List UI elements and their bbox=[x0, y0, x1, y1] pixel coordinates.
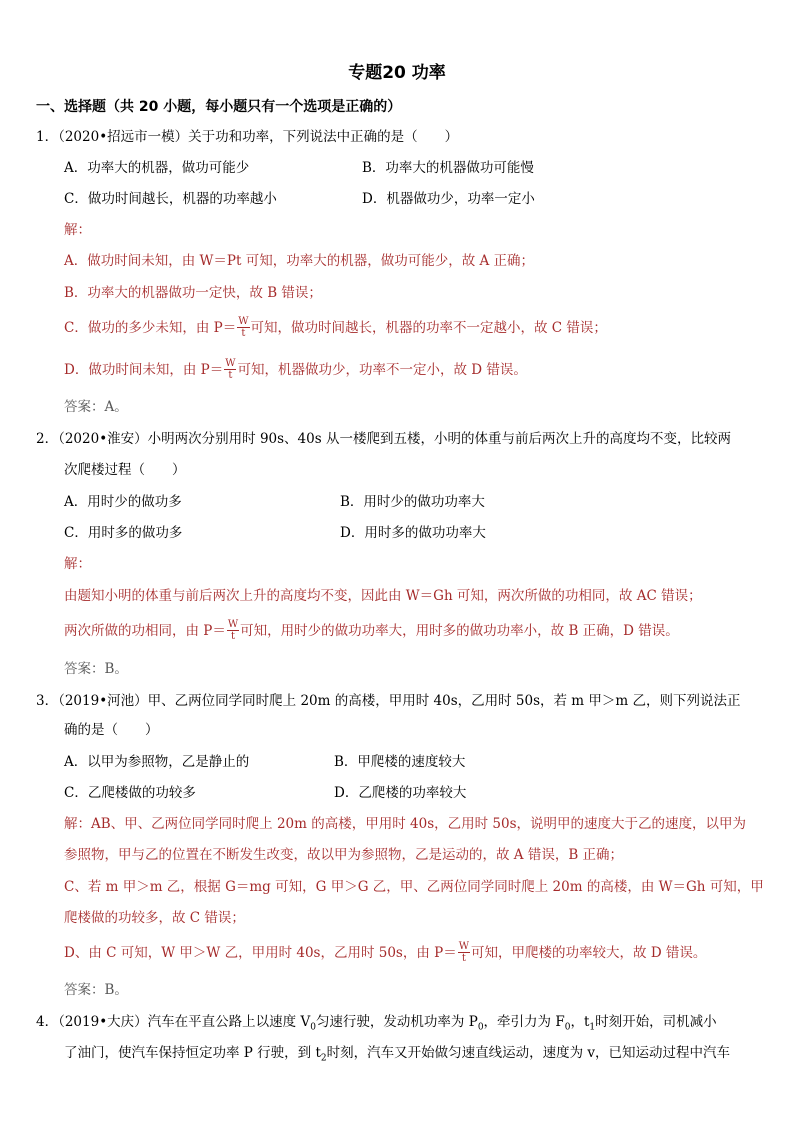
fraction-denominator: t bbox=[461, 953, 466, 964]
fraction-numerator: W bbox=[227, 619, 239, 630]
q3-solution-5-pre: D、由 C 可知，W 甲＞W 乙，甲用时 40s，乙用时 50s，由 P＝ bbox=[64, 945, 457, 961]
q4-line1-d: ，t bbox=[570, 1014, 590, 1030]
fraction-denominator: t bbox=[231, 631, 236, 642]
fraction-denominator: t bbox=[228, 370, 233, 381]
q4-line2-a: 了油门，使汽车保持恒定功率 P 行驶，到 t bbox=[64, 1045, 321, 1061]
q2-option-a: A．用时少的做功多 bbox=[64, 494, 182, 510]
q1-option-c: C．做功时间越长，机器的功率越小 bbox=[64, 191, 277, 207]
q2-solution-2 bbox=[64, 620, 679, 643]
section-heading: 一、选择题（共 20 小题，每小题只有一个选项是正确的） bbox=[36, 99, 402, 115]
q2-answer: 答案：B。 bbox=[64, 661, 128, 677]
fraction-denominator: t bbox=[241, 328, 246, 339]
q3-solution-5 bbox=[64, 942, 706, 965]
q1-option-a: A．功率大的机器，做功可能少 bbox=[64, 160, 250, 176]
q3-option-a: A．以甲为参照物，乙是静止的 bbox=[64, 754, 250, 770]
q3-stem-line2: 确的是（ ） bbox=[64, 722, 159, 738]
q4-subscript-0: 0 bbox=[310, 1022, 316, 1033]
q4-subscript-1: 1 bbox=[589, 1022, 596, 1033]
q2-solution-label: 解： bbox=[64, 556, 91, 572]
q4-stem-line1 bbox=[36, 1013, 717, 1037]
fraction-numerator: W bbox=[225, 358, 236, 369]
q1-solution-d-pre: D．做功时间未知，由 P＝ bbox=[64, 362, 224, 378]
q3-option-b: B．甲爬楼的速度较大 bbox=[334, 754, 466, 770]
fraction-numerator: W bbox=[238, 316, 249, 327]
q1-solution-b: B．功率大的机器做功一定快，故 B 错误； bbox=[64, 285, 322, 301]
q2-option-b: B．用时少的做功功率大 bbox=[340, 494, 485, 510]
q1-solution-c-pre: C．做功的多少未知，由 P＝ bbox=[64, 320, 237, 336]
q3-stem-line1: 3．（2019•河池）甲、乙两位同学同时爬上 20m 的高楼，甲用时 40s，乙用时 50s，若 m 甲＞m 乙，则下列说法正 bbox=[36, 693, 741, 709]
q4-line2-b: 时刻，汽车又开始做匀速直线运动，速度为 v，已知运动过程中汽车 bbox=[326, 1045, 731, 1061]
q1-solution-d bbox=[64, 359, 527, 382]
q2-stem-line2: 次爬楼过程（ ） bbox=[64, 462, 186, 478]
q3-option-c: C．乙爬楼做的功较多 bbox=[64, 785, 196, 801]
q1-option-d: D．机器做功少，功率一定小 bbox=[362, 191, 535, 207]
q3-solution-3: C、若 m 甲＞m 乙，根据 G＝mg 可知，G 甲＞G 乙，甲、乙两位同学同时爬上 20m 的高楼，由 W＝Gh 可知，甲 bbox=[64, 879, 764, 895]
q1-solution-d-post: 可知，机器做功少，功率不一定小，故 D 错误。 bbox=[237, 362, 527, 378]
fraction-numerator: W bbox=[458, 941, 470, 952]
q1-stem: 1．（2020•招远市一模）关于功和功率，下列说法中正确的是（ ） bbox=[36, 129, 459, 145]
q3-solution-1: 解：AB、甲、乙两位同学同时爬上 20m 的高楼，甲用时 40s，乙用时 50s，说明甲的速度大于乙的速度，以甲为 bbox=[64, 816, 747, 832]
q1-solution-label: 解： bbox=[64, 222, 91, 238]
q2-solution-2-post: 可知，用时少的做功功率大，用时多的做功功率小，故 B 正确，D 错误。 bbox=[240, 623, 679, 639]
q4-stem-line2 bbox=[64, 1044, 730, 1068]
q3-solution-5-post: 可知，甲爬楼的功率较大，故 D 错误。 bbox=[471, 945, 707, 961]
q2-stem-line1: 2．（2020•淮安）小明两次分别用时 90s、40s 从一楼爬到五楼，小明的体重与前后两次上升的高度均不变，比较两 bbox=[36, 431, 731, 447]
q4-line1-c: ，牵引力为 F bbox=[483, 1014, 565, 1030]
q1-answer: 答案：A。 bbox=[64, 399, 128, 415]
page-title: 专题20 功率 bbox=[348, 63, 446, 83]
power-fraction bbox=[237, 316, 249, 339]
q3-solution-2: 参照物，甲与乙的位置在不断发生改变，故以甲为参照物，乙是运动的，故 A 错误，B 正确； bbox=[64, 847, 624, 863]
q1-solution-a: A．做功时间未知，由 W＝Pt 可知，功率大的机器，做功可能少，故 A 正确； bbox=[64, 253, 535, 269]
q3-answer: 答案：B。 bbox=[64, 982, 128, 998]
q2-option-d: D．用时多的做功功率大 bbox=[340, 525, 486, 541]
power-fraction bbox=[227, 619, 239, 642]
q3-option-d: D．乙爬楼的功率较大 bbox=[334, 785, 467, 801]
power-fraction bbox=[224, 358, 236, 381]
q4-line1-b: 匀速行驶，发动机功率为 P bbox=[315, 1014, 478, 1030]
q4-subscript-0: 0 bbox=[477, 1022, 484, 1033]
q2-solution-1: 由题知小明的体重与前后两次上升的高度均不变，因此由 W＝Gh 可知，两次所做的功相同，故 AC 错误； bbox=[64, 588, 702, 604]
q4-subscript-2: 2 bbox=[320, 1053, 327, 1064]
q4-subscript-0: 0 bbox=[564, 1022, 571, 1033]
q3-solution-4: 爬楼做的功较多，故 C 错误； bbox=[64, 910, 245, 926]
q4-line1-a: 4．（2019•大庆）汽车在平直公路上以速度 V bbox=[36, 1014, 311, 1030]
q1-option-b: B．功率大的机器做功可能慢 bbox=[362, 160, 534, 176]
q1-solution-c-post: 可知，做功时间越长，机器的功率不一定越小，故 C 错误； bbox=[250, 320, 607, 336]
q1-solution-c bbox=[64, 317, 607, 340]
power-fraction bbox=[458, 941, 470, 964]
q4-line1-e: 时刻开始，司机减小 bbox=[595, 1014, 717, 1030]
q2-solution-2-pre: 两次所做的功相同，由 P＝ bbox=[64, 623, 226, 639]
q2-option-c: C．用时多的做功多 bbox=[64, 525, 183, 541]
